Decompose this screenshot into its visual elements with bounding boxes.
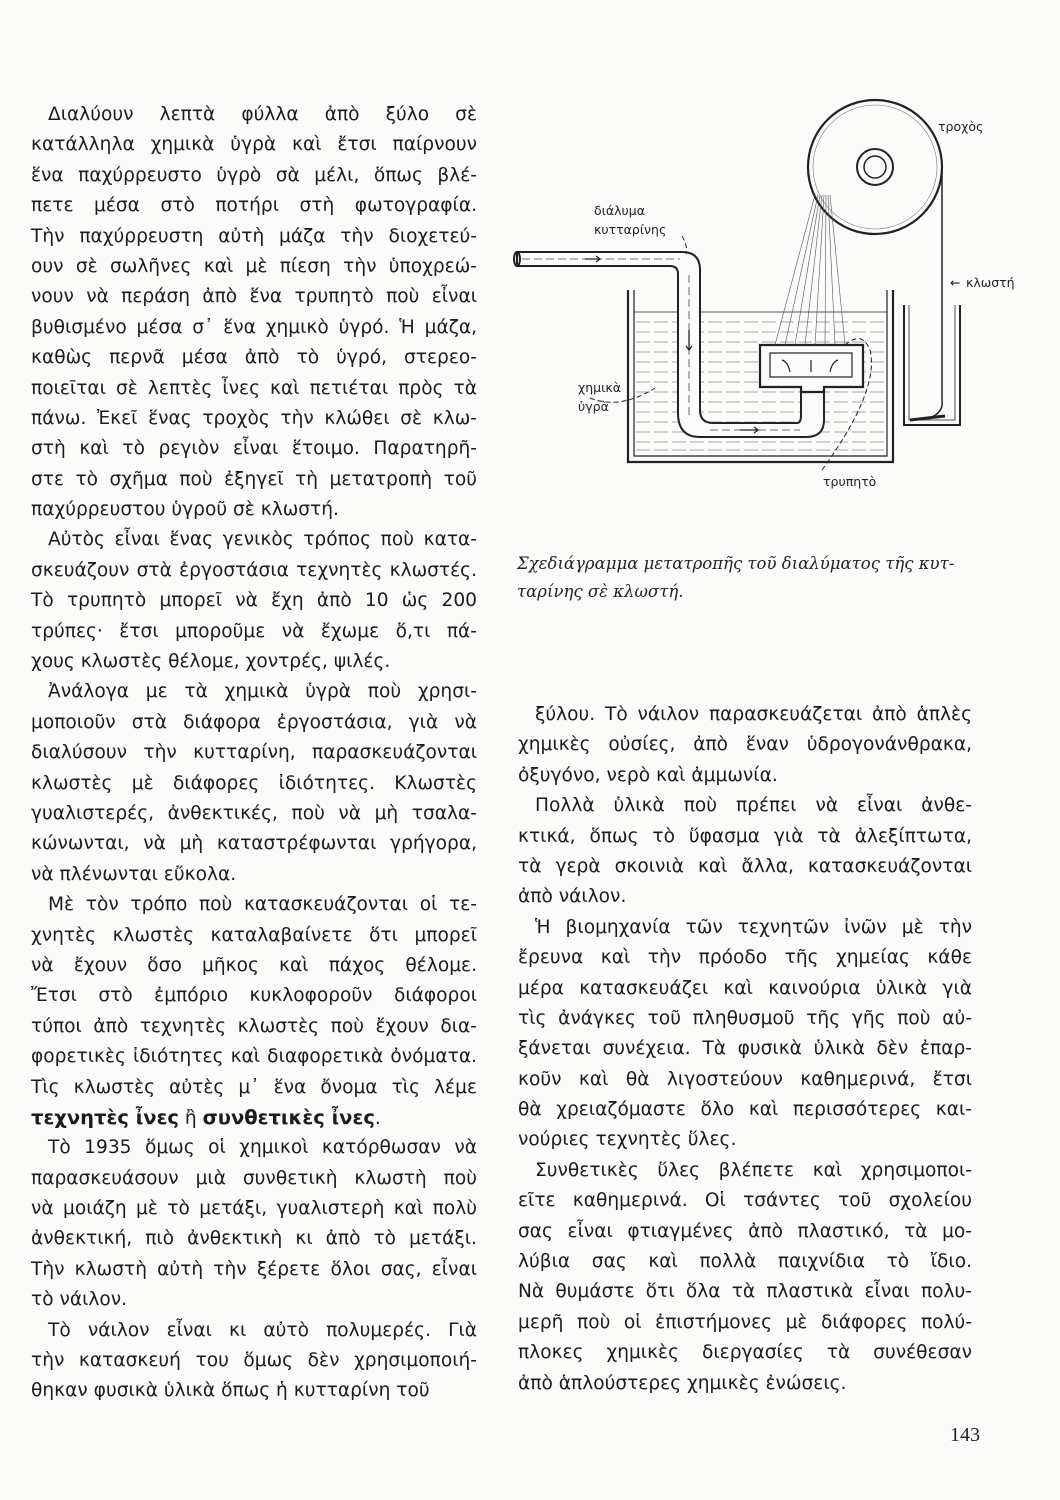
paragraph (518, 913, 972, 1156)
text-line: Ἔτσι στὸ ἐμπόριο κυκλοφοροῦν διάφοροι (31, 985, 477, 1007)
text-line: πετε μέσα στὸ ποτήρι στὴ φωτογραφία. (31, 195, 477, 217)
text-line: Τὴν παχύρρευστη αὐτὴ μάζα τὴν διοχετεύ- (31, 225, 477, 247)
text-line: Αὐτὸς εἶναι ἕνας γενικὸς τρόπος ποὺ κατα- (48, 529, 477, 551)
text-line: κλωστὲς μὲ διάφορες ἰδιότητες. Κλωστὲς (31, 772, 477, 794)
text-line: βυθισμένο μέσα σ᾽ ἕνα χημικὸ ὑγρό. Ἡ μάζα, (31, 316, 477, 338)
text-line: Συνθετικὲς ὕλες βλέπετε καὶ χρησιμοποι- (535, 1159, 972, 1181)
text-line: χνητὲς κλωστὲς καταλαβαίνετε ὅτι μπορεῖ (31, 924, 477, 946)
chemicals-label-2: ὑγρὰ (578, 399, 609, 414)
text-line: φορετικὲς ἰδιότητες καὶ διαφορετικὰ ὀνόματα. (31, 1046, 477, 1068)
thread-illustration (910, 167, 945, 420)
text-line (31, 1103, 477, 1133)
thread-label: κλωστή (966, 275, 1015, 290)
text-line: Διαλύουν λεπτὰ φύλλα ἀπὸ ξύλο σὲ (48, 104, 477, 125)
text-line: μερῆ ποὺ οἱ ἐπιστήμονες μὲ διάφορες πολύ- (518, 1311, 972, 1333)
text-line: τὰ γερὰ σκοινιὰ καὶ ἄλλα, κατασκευάζονται (518, 855, 972, 877)
thread-arrow-icon: ← (950, 275, 961, 290)
text-line: τρύπες· ἔτσι μποροῦμε νὰ ἔχωμε ὅ,τι πά- (31, 620, 477, 642)
paragraph (518, 700, 972, 791)
text-line: Τὶς κλωστὲς αὐτὲς μ᾽ ἕνα ὄνομα τὶς λέμε (31, 1076, 477, 1098)
text-line: ἀπὸ νάιλον. (518, 886, 627, 908)
collecting-container (904, 305, 960, 425)
text-line: Ἡ βιομηχανία τῶν τεχνητῶν ἰνῶν μὲ τὴν (535, 916, 972, 938)
text-line: Ἀνάλογα με τὰ χημικὰ ὑγρὰ ποὺ χρησι- (48, 681, 477, 703)
text-line: ἕνα παχύρρευστο ὑγρὸ σὰ μέλι, ὅπως βλέ- (31, 164, 477, 186)
paragraph (31, 100, 477, 525)
chemicals-label: χημικὰ (578, 380, 621, 395)
text-line: σκευάζουν στὰ ἐργοστάσια τεχνητὲς κλωστές. (31, 559, 477, 581)
text-line: κοῦν καὶ θὰ λιγοστεύουν καθημερινά, ἔτσι (518, 1068, 972, 1090)
text-line: νὰ πλένωνται εὔκολα. (31, 863, 237, 885)
text-line: τὶς ἀνάγκες τοῦ πληθυσμοῦ τῆς γῆς ποὺ αὐ- (518, 1007, 972, 1029)
wheel-illustration (808, 100, 942, 234)
text-line: γυαλιστερές, ἀνθεκτικές, ποὺ νὰ μὴ τσαλα- (31, 802, 477, 824)
wheel-label: τροχὸς (938, 119, 984, 134)
paragraph (31, 1316, 477, 1407)
text-line: κτικά, ὅπως τὸ ὕφασμα γιὰ τὰ ἀλεξίπτωτα, (518, 825, 972, 847)
text-line: νούριες τεχνητὲς ὕλες. (518, 1129, 737, 1151)
text-line: Τὸ τρυπητὸ μπορεῖ νὰ ἔχη ἀπὸ 10 ὡς 200 (31, 590, 477, 612)
solution-label: διάλυμα (594, 203, 645, 218)
text-line: νουν νὰ περάση ἀπὸ ἕνα τρυπητὸ ποὺ εἶναι (31, 286, 477, 308)
filaments-illustration (775, 195, 845, 345)
text-line: ἔρευνα καὶ τὴν πρόοδο τῆς χημείας κάθε (518, 947, 972, 969)
text-line: τύποι ἀπὸ τεχνητὲς κλωστὲς ποὺ ἔχουν δια- (31, 1015, 477, 1037)
text-line: Μὲ τὸν τρόπο ποὺ κατασκευάζονται οἱ τε- (48, 894, 477, 916)
text-line: διαλύσουν τὴν κυτταρίνη, παρασκευάζονται (31, 742, 477, 764)
text-line: παρασκευάσουν μιὰ συνθετικὴ κλωστὴ ποὺ (31, 1167, 477, 1189)
bold-term: συνθετικὲς ἶνες (202, 1105, 375, 1129)
caption-line: ταρίνης σὲ κλωστή. (517, 582, 684, 601)
text-line: μοποιοῦν στὰ διάφορα ἐργοστάσια, γιὰ νὰ (31, 711, 477, 733)
text-line: σας εἶναι φτιαγμένες ἀπὸ πλαστικό, τὰ μο- (518, 1220, 972, 1242)
text-line: καθὼς περνᾶ μέσα ἀπὸ τὸ ὑγρό, στερεο- (31, 347, 477, 369)
paragraph (31, 1133, 477, 1315)
text-segment: ἢ (178, 1107, 203, 1129)
text-line: χους κλωστὲς θέλομε, χοντρές, ψιλές. (31, 651, 391, 673)
text-line: τὴν κατασκευή του ὅμως δὲν χρησιμοποιή- (31, 1350, 477, 1372)
cellulose-to-thread-diagram (510, 95, 1030, 535)
spinneret-label: τρυπητὸ (823, 474, 877, 489)
spinneret-illustration (760, 345, 863, 392)
text-line: στε τὸ σχῆμα ποὺ ἐξηγεῖ τὴ μετατροπὴ τοῦ (31, 468, 477, 490)
page-number: 143 (950, 1424, 980, 1446)
paragraph (31, 890, 477, 1133)
bold-term: τεχνητὲς ἶνες (31, 1105, 179, 1129)
text-line: Τὸ νάιλον εἶναι κι αὐτὸ πολυμερές. Γιὰ (48, 1319, 477, 1341)
paragraph (31, 677, 477, 890)
text-line: Τὸ 1935 ὅμως οἱ χημικοὶ κατόρθωσαν νὰ (48, 1137, 477, 1159)
figure-caption (517, 550, 977, 606)
text-line: χημικὲς οὐσίες, ἀπὸ ἕναν ὑδρογονάνθρακα, (518, 734, 972, 756)
text-line: ὀξυγόνο, νερὸ καὶ ἀμμωνία. (518, 764, 778, 786)
text-line: πάνω. Ἐκεῖ ἕνας τροχὸς τὴν κλώθει σὲ κλω- (31, 407, 477, 429)
text-line: κώνωνται, νὰ μὴ καταστρέφωνται γρήγορα, (31, 833, 477, 855)
text-line: ξύλου. Τὸ νάιλον παρασκευάζεται ἀπὸ ἁπλὲς (535, 704, 972, 725)
text-segment: . (374, 1107, 381, 1129)
text-line: θὰ χρειαζόμαστε ὅλο καὶ περισσότερες και- (518, 1099, 972, 1121)
paragraph (31, 525, 477, 677)
text-line: νὰ μοιάζη μὲ τὸ μετάξι, γυαλιστερὴ καὶ πολὺ (31, 1198, 477, 1220)
text-line: ποιεῖται σὲ λεπτὲς ἶνες καὶ πετιέται πρὸς τὰ (31, 377, 477, 399)
text-line: παχύρρευστου ὑγροῦ σὲ κλωστή. (31, 499, 339, 521)
caption-line: Σχεδιάγραμμα μετατροπῆς τοῦ διαλύματος τῆς κυτ- (517, 554, 955, 573)
text-line: ἀνθεκτική, πιὸ ἀνθεκτικὴ κι ἀπὸ τὸ μετάξι. (31, 1228, 477, 1250)
text-line: στὴ καὶ τὸ ρεγιὸν εἶναι ἕτοιμο. Παρατηρῆ- (31, 438, 477, 460)
text-line: τὸ νάιλον. (31, 1289, 128, 1311)
text-line: νὰ ἔχουν ὅσο μῆκος καὶ πάχος θέλομε. (31, 954, 477, 976)
text-line: Νὰ θυμάστε ὅτι ὅλα τὰ πλαστικὰ εἶναι πολυ- (518, 1281, 972, 1303)
text-line: Τὴν κλωστὴ αὐτὴ τὴν ξέρετε ὅλοι σας, εἶναι (31, 1258, 477, 1280)
text-line: ἀπὸ ἁπλούστερες χημικὲς ἐνώσεις. (518, 1372, 847, 1394)
text-line: Πολλὰ ὑλικὰ ποὺ πρέπει νὰ εἶναι ἀνθε- (535, 795, 972, 817)
solution-label-2: κυτταρίνης (594, 222, 667, 237)
text-line: θηκαν φυσικὰ ὑλικὰ ὅπως ἡ κυτταρίνη τοῦ (31, 1380, 430, 1402)
text-line: μέρα κατασκευάζει καὶ καινούρια ὑλικὰ γιὰ (518, 977, 972, 999)
text-line: ουν σὲ σωλῆνες καὶ μὲ πίεση τὴν ὑποχρεώ- (31, 255, 477, 277)
paragraph (518, 791, 972, 913)
right-text-column (518, 700, 972, 1399)
text-line: κατάλληλα χημικὰ ὑγρὰ καὶ ἔτσι παίρνουν (31, 134, 477, 156)
text-line: ξάνεται συνέχεια. Τὰ φυσικὰ ὑλικὰ δὲν ἐπαρ- (518, 1038, 972, 1060)
text-line: λύβια σας καὶ πολλὰ παιχνίδια τὸ ἴδιο. (518, 1251, 972, 1273)
text-line: εῖτε καθημερινά. Οἱ τσάντες τοῦ σχολείου (518, 1190, 972, 1212)
left-text-column (31, 100, 477, 1407)
paragraph (518, 1156, 972, 1399)
text-line: πλοκες χημικὲς διεργασίες τὰ συνέθεσαν (518, 1342, 972, 1364)
